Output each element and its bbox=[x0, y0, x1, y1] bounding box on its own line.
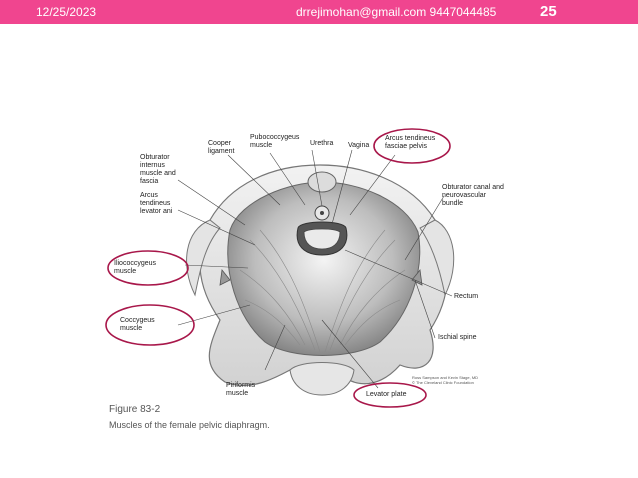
label-coccygeus: Coccygeus muscle bbox=[120, 317, 155, 332]
pubic-symphysis bbox=[308, 172, 336, 192]
slide-date: 12/25/2023 bbox=[36, 5, 97, 19]
figure-number: Figure 83-2 bbox=[109, 404, 161, 415]
slide-page-number: 25 bbox=[540, 3, 557, 20]
illustration-credit: Ross Sampson and Kevin Stage, MD © The Cleveland Clinic Foundation bbox=[412, 375, 479, 385]
sacrum bbox=[290, 363, 354, 396]
label-arcus-fascia: Arcus tendineus fasciae pelvis bbox=[385, 135, 436, 150]
label-obturator-canal: Obturator canal and neurovascular bundle bbox=[442, 184, 504, 207]
label-iliococcygeus: Iliococcygeus muscle bbox=[114, 260, 157, 275]
author-contact: drrejimohan@gmail.com 9447044485 bbox=[296, 5, 497, 19]
label-arcus-levator: Arcus tendineus levator ani bbox=[140, 192, 173, 215]
slide-header-bar bbox=[0, 0, 638, 24]
label-piriformis: Piriformis muscle bbox=[226, 382, 256, 397]
label-urethra: Urethra bbox=[310, 140, 334, 147]
label-ischial-spine: Ischial spine bbox=[438, 334, 477, 341]
label-cooper-ligament: Cooper ligament bbox=[208, 140, 235, 155]
label-obturator-internus: Obturator internus muscle and fascia bbox=[140, 154, 176, 185]
figure-caption: Muscles of the female pelvic diaphragm. bbox=[109, 420, 270, 430]
label-levator-plate: Levator plate bbox=[366, 391, 407, 398]
pelvic-diaphragm-illustration bbox=[100, 120, 520, 410]
label-vagina: Vagina bbox=[348, 142, 370, 149]
label-rectum: Rectum bbox=[454, 293, 479, 300]
label-pubococcygeus: Pubococcygeus muscle bbox=[250, 134, 300, 149]
